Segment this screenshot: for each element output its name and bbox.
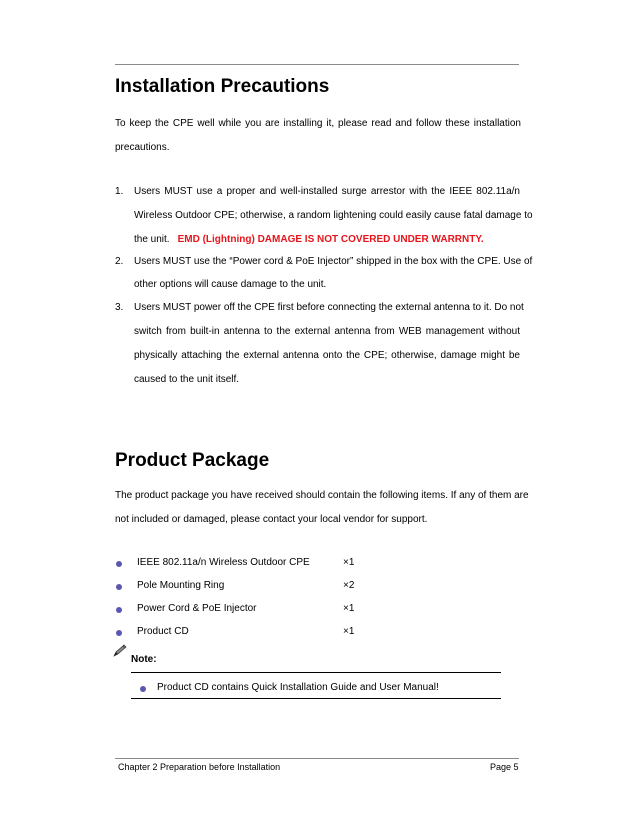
precaution-2-number: 2. bbox=[115, 256, 124, 267]
precaution-1-line-3-text: the unit. bbox=[134, 234, 170, 245]
precautions-intro-line-2: precautions. bbox=[115, 142, 170, 153]
precaution-3-number: 3. bbox=[115, 302, 124, 313]
bullet-icon bbox=[116, 561, 122, 567]
footer-chapter: Chapter 2 Preparation before Installation bbox=[118, 762, 281, 772]
installation-precautions-heading: Installation Precautions bbox=[115, 76, 330, 97]
precaution-2-line-2: other options will cause damage to the unit. bbox=[134, 279, 327, 290]
precaution-3-line-1: Users MUST power off the CPE first before connecting the external antenna to it. Do not bbox=[134, 302, 524, 313]
bullet-icon bbox=[140, 686, 146, 692]
bullet-icon bbox=[116, 584, 122, 590]
footer-page-number: Page 5 bbox=[490, 762, 519, 772]
precaution-1-line-1: Users MUST use a proper and well-installed surge arrestor with the IEEE 802.11a/n bbox=[134, 186, 520, 197]
package-item-qty: ×1 bbox=[343, 603, 355, 614]
precaution-3-line-2: switch from built-in antenna to the external antenna from WEB management without bbox=[134, 326, 520, 337]
package-item-name: IEEE 802.11a/n Wireless Outdoor CPE bbox=[137, 557, 310, 568]
precaution-1-line-3 bbox=[134, 234, 484, 245]
pencil-icon bbox=[112, 644, 128, 658]
package-item-qty: ×1 bbox=[343, 626, 355, 637]
note-bottom-rule bbox=[131, 698, 501, 699]
package-item-name: Pole Mounting Ring bbox=[137, 580, 225, 591]
precautions-intro-line-1: To keep the CPE well while you are installing it, please read and follow these installation bbox=[115, 118, 521, 129]
note-label: Note: bbox=[131, 654, 157, 665]
precaution-3-line-3: physically attaching the external antenna onto the CPE; otherwise, damage might be bbox=[134, 350, 520, 361]
package-intro-line-2: not included or damaged, please contact your local vendor for support. bbox=[115, 514, 428, 525]
note-top-rule bbox=[131, 672, 501, 673]
header-rule bbox=[115, 64, 519, 65]
footer-rule bbox=[115, 758, 519, 759]
product-package-heading: Product Package bbox=[115, 450, 270, 471]
package-item-name: Power Cord & PoE Injector bbox=[137, 603, 257, 614]
precaution-2-line-1: Users MUST use the “Power cord & PoE Injector” shipped in the box with the CPE. Use of bbox=[134, 256, 533, 267]
package-intro-line-1: The product package you have received should contain the following items. If any of them are bbox=[115, 490, 529, 501]
package-item-qty: ×1 bbox=[343, 557, 355, 568]
package-item-qty: ×2 bbox=[343, 580, 355, 591]
package-item-name: Product CD bbox=[137, 626, 189, 637]
bullet-icon bbox=[116, 630, 122, 636]
bullet-icon bbox=[116, 607, 122, 613]
lightning-warning: EMD (Lightning) DAMAGE IS NOT COVERED UNDER WARRNTY. bbox=[177, 234, 484, 245]
precaution-1-line-2: Wireless Outdoor CPE; otherwise, a random lightening could easily cause fatal damage to bbox=[134, 210, 533, 221]
note-text: Product CD contains Quick Installation Guide and User Manual! bbox=[157, 682, 439, 693]
precaution-1-number: 1. bbox=[115, 186, 124, 197]
precaution-3-line-4: caused to the unit itself. bbox=[134, 374, 240, 385]
